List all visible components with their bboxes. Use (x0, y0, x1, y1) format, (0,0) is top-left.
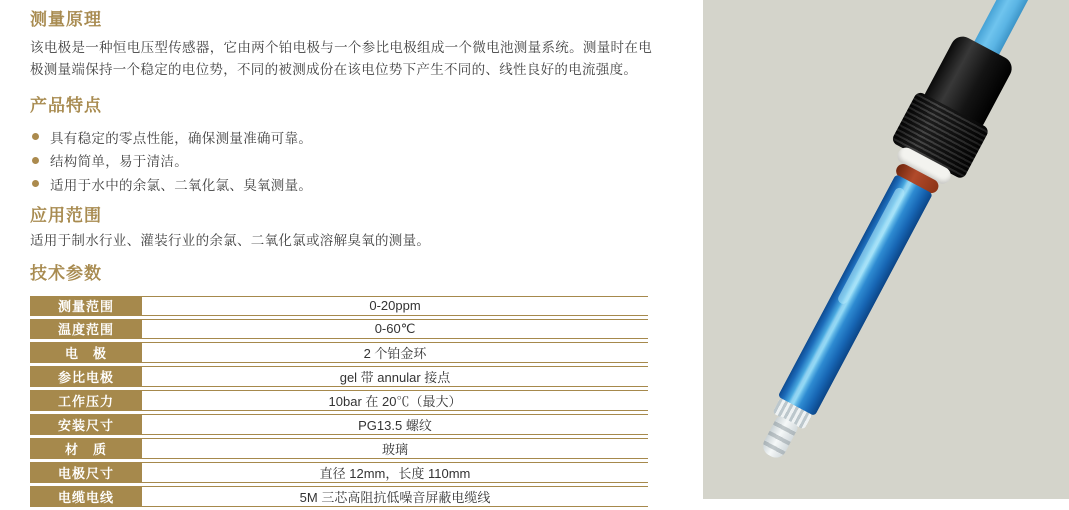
list-item (32, 125, 652, 149)
bullet-icon (32, 157, 39, 164)
spec-label: 测量范围 (30, 296, 142, 316)
spec-value: 5M 三芯高阻抗低噪音屏蔽电缆线 (142, 486, 648, 507)
spec-value: 0-20ppm (142, 296, 648, 316)
table-row (30, 486, 648, 507)
feature-text: 结构简单，易于清洁。 (50, 154, 188, 170)
content-column (30, 0, 652, 510)
spec-value: gel 带 annular 接点 (142, 366, 648, 387)
probe-inner-tube (836, 186, 906, 305)
spec-value: 玻璃 (142, 438, 648, 459)
section-title-technical-parameters: 技术参数 (30, 263, 102, 283)
spec-value: 2 个铂金环 (142, 342, 648, 363)
specs-table (30, 293, 648, 510)
table-row (30, 390, 648, 411)
table-row (30, 462, 648, 483)
application-scope-text: 适用于制水行业、灌装行业的余氯、二氧化氯或溶解臭氧的测量。 (30, 232, 431, 248)
table-row (30, 296, 648, 316)
feature-text: 适用于水中的余氯、二氧化氯、臭氧测量。 (50, 177, 313, 193)
spec-label: 温度范围 (30, 319, 142, 339)
spec-label: 电缆电线 (30, 486, 142, 507)
spec-label: 参比电极 (30, 366, 142, 387)
spec-label: 电 极 (30, 342, 142, 363)
section-title-product-features: 产品特点 (30, 96, 102, 115)
table-row (30, 438, 648, 459)
spec-label: 工作压力 (30, 390, 142, 411)
spec-value: 直径 12mm，长度 110mm (142, 462, 648, 483)
sensor-probe (715, 0, 1067, 499)
product-photo (703, 0, 1069, 499)
table-row (30, 414, 648, 435)
list-item (32, 149, 652, 173)
table-row (30, 366, 648, 387)
spec-label: 材 质 (30, 438, 142, 459)
section-title-application-scope: 应用范围 (30, 205, 102, 225)
product-features-list (32, 125, 652, 196)
list-item (32, 172, 652, 196)
table-row (30, 342, 648, 363)
spec-value: PG13.5 螺纹 (142, 414, 648, 435)
measuring-principle-text: 该电极是一种恒电压型传感器，它由两个铂电极与一个参比电极组成一个微电池测量系统。测量时在电极测量端保持一个稳定的电位势，不同的被测成份在该电位势下产生不同的、线性良好的电流强度。 (30, 40, 652, 77)
spec-value: 10bar 在 20℃（最大） (142, 390, 648, 411)
section-title-measuring-principle: 测量原理 (30, 10, 102, 29)
probe-glass-body (778, 174, 933, 416)
spec-label: 安装尺寸 (30, 414, 142, 435)
feature-text: 具有稳定的零点性能，确保测量准确可靠。 (50, 130, 313, 146)
spec-label: 电极尺寸 (30, 462, 142, 483)
table-row (30, 319, 648, 339)
spec-value: 0-60℃ (142, 319, 648, 339)
bullet-icon (32, 180, 39, 187)
bullet-icon (32, 133, 39, 140)
